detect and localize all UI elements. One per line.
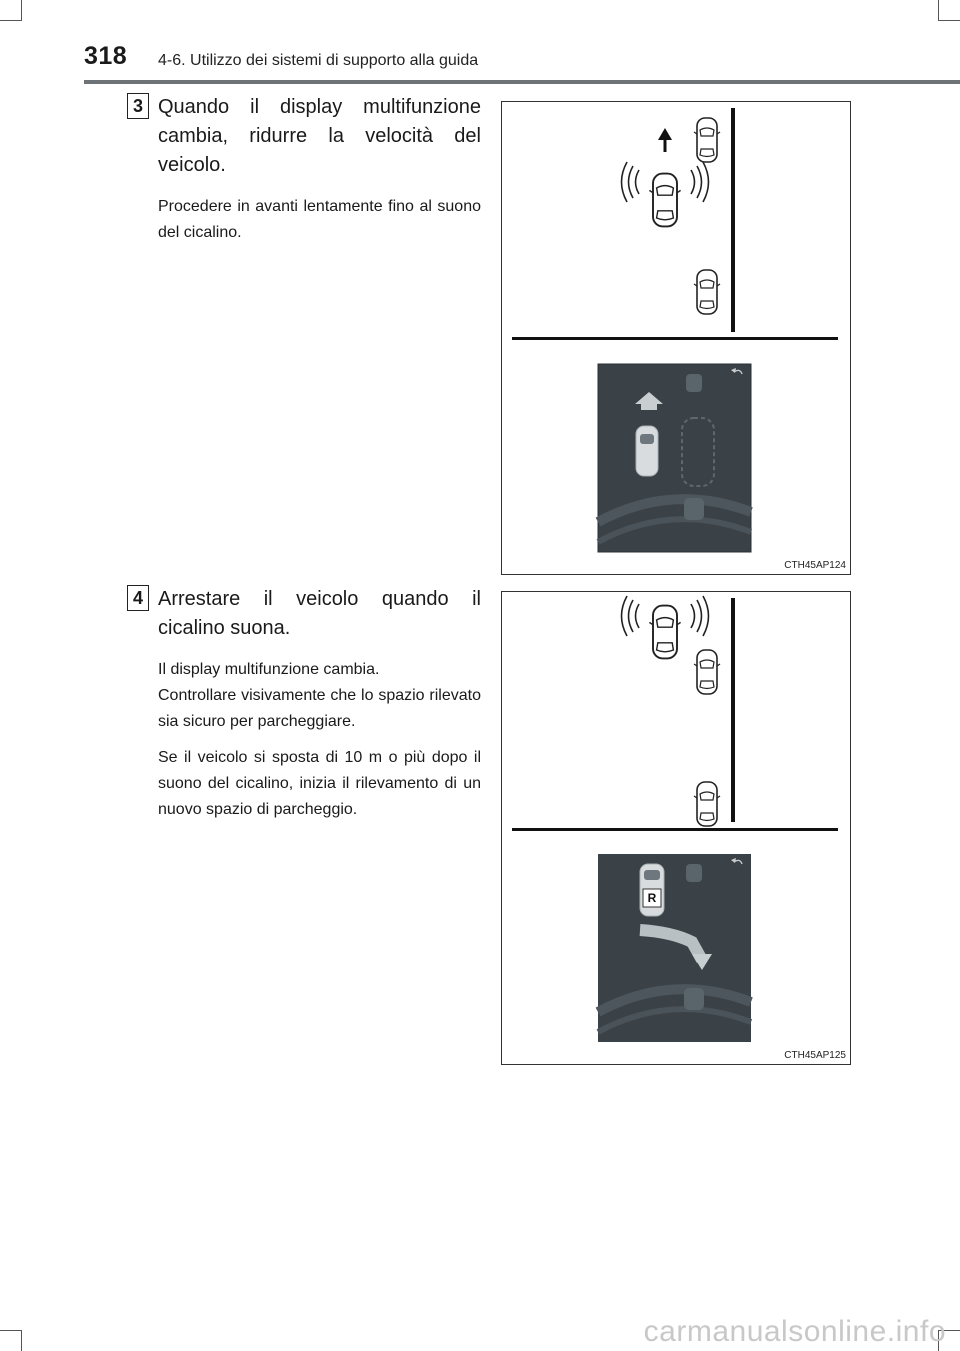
step-heading: Arrestare il veicolo quando il cicalino suona. [158,588,481,639]
step-paragraph: Il display multifunzione cambia. [158,661,380,678]
step-heading: Quando il display multifunzione cambia, ridurre la velocità del veicolo. [158,96,481,176]
step-number-badge: 4 [127,585,149,611]
step-paragraph: Controllare visivamente che lo spazio rilevato sia sicuro per parcheggiare. [158,687,481,730]
parking-diagram [502,592,850,1064]
step-4-text [158,585,481,833]
step-number-badge: 3 [127,93,149,119]
section-title: 4-6. Utilizzo dei sistemi di supporto alla guida [158,52,479,69]
figure-code: CTH45AP124 [784,560,846,571]
step-4-illustration [501,591,851,1065]
step-paragraph: Procedere in avanti lentamente fino al suono del cicalino. [158,198,481,241]
step-3-illustration [501,101,851,575]
step-paragraph: Se il veicolo si sposta di 10 m o più dopo il suono del cicalino, inizia il rilevamento di un nuovo spazio di parcheggio. [158,749,481,818]
figure-code: CTH45AP125 [784,1050,846,1061]
page-number: 318 [84,42,128,70]
header-divider [84,80,960,84]
crop-mark [21,1331,22,1351]
ego-car-icon [649,174,680,227]
step-3-text [158,93,481,256]
reverse-gear-label: R [647,891,657,905]
crop-mark [0,1330,22,1331]
parking-diagram [502,102,850,574]
watermark: carmanualsonline.info [643,1315,946,1348]
page-header [0,0,960,90]
ego-car-icon [649,606,680,659]
